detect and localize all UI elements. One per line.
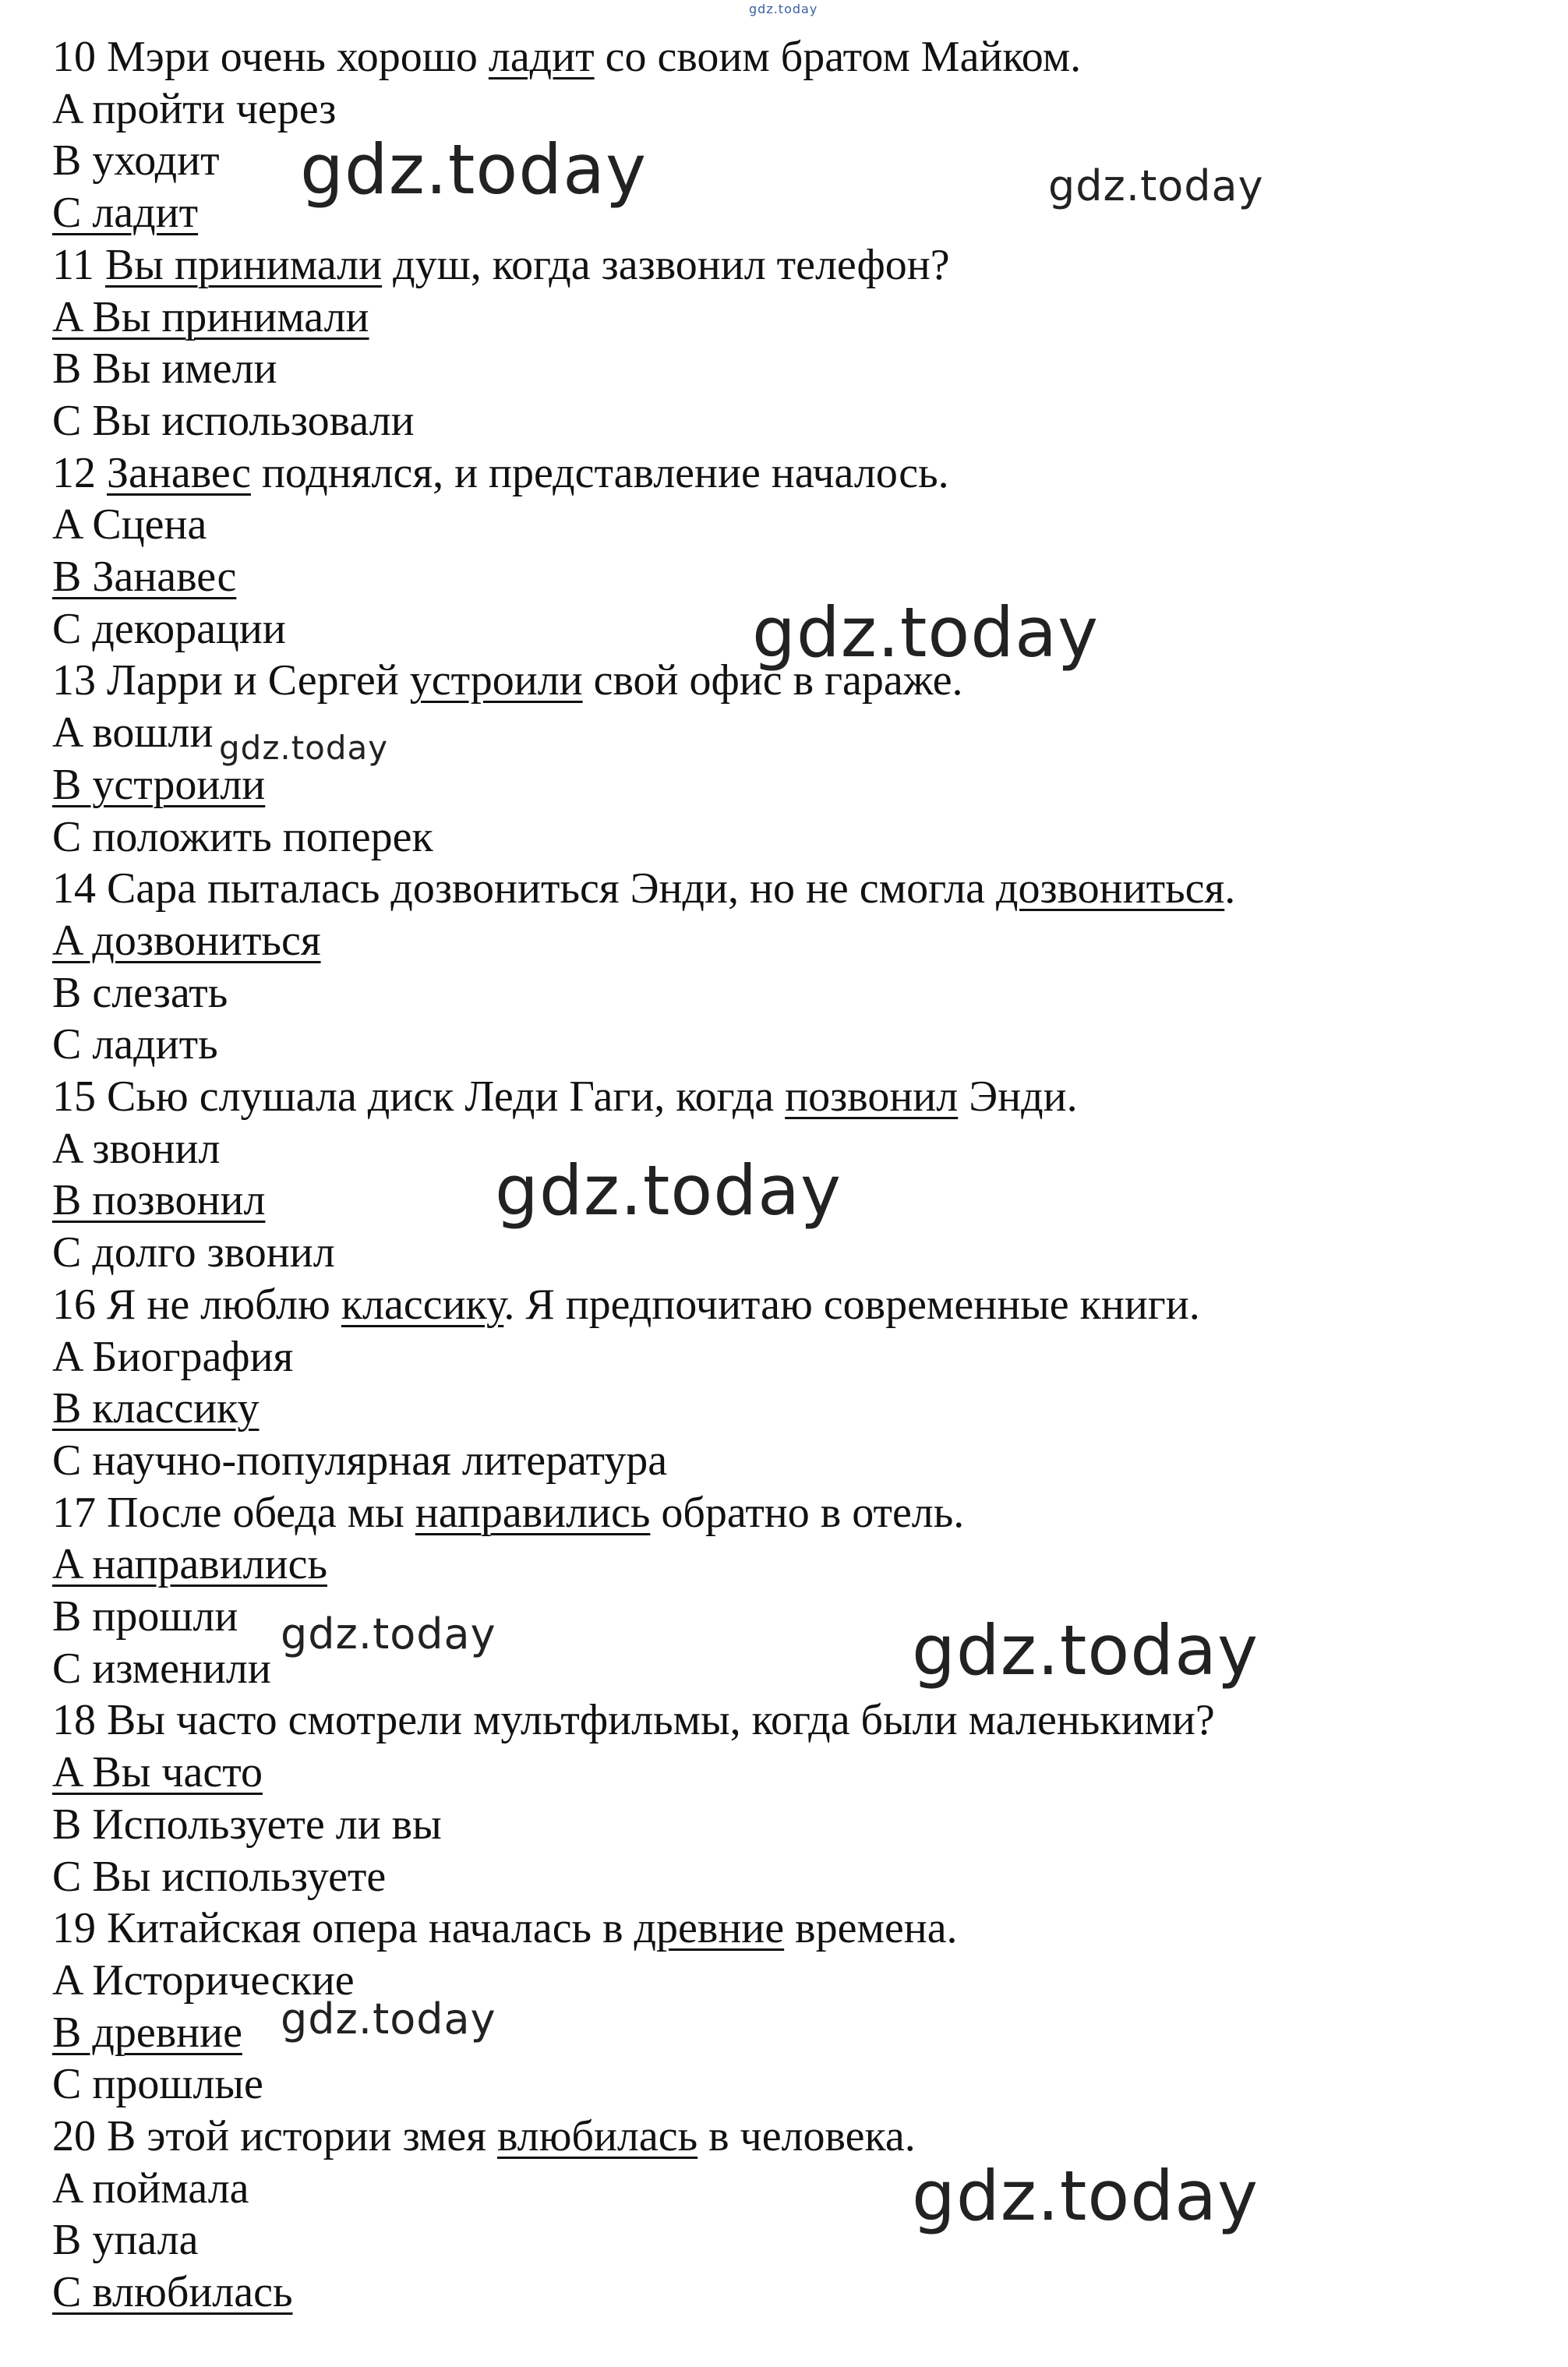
correct-answer-text: B позвонил — [52, 1176, 266, 1225]
answer-option — [52, 1227, 335, 1278]
question-number: 15 — [52, 1072, 96, 1121]
sentence-text: Сара пыталась дозвониться Энди, но не смогла — [107, 864, 996, 913]
correct-answer-text: A Вы часто — [52, 1748, 263, 1797]
question-number: 20 — [52, 2112, 96, 2160]
option-text: C ладить — [52, 1020, 218, 1069]
option-text: C положить поперек — [52, 812, 433, 861]
option-text: C прошлые — [52, 2060, 263, 2109]
answer-option — [52, 2163, 249, 2214]
option-text: B прошли — [52, 1592, 238, 1641]
sentence-text: Сью слушала диск Леди Гаги, когда — [107, 1072, 786, 1121]
correct-answer-text: A Вы принимали — [52, 292, 369, 341]
sentence-text: времена. — [784, 1904, 958, 1953]
answer-option — [52, 395, 415, 447]
answer-option — [52, 551, 236, 602]
question-number: 16 — [52, 1280, 96, 1329]
option-text: C научно-популярная литература — [52, 1436, 668, 1485]
sentence-text: Мэри очень хорошо — [107, 33, 489, 81]
answer-option — [52, 603, 286, 655]
sentence-text: После обеда мы — [107, 1488, 415, 1537]
question-number: 19 — [52, 1904, 96, 1953]
answer-option — [52, 1435, 667, 1486]
answer-option — [52, 2266, 293, 2318]
sentence-text: душ, когда зазвонил телефон? — [382, 240, 950, 289]
question-14 — [52, 863, 1235, 914]
answer-option — [52, 1331, 293, 1383]
answer-option — [52, 1539, 327, 1590]
highlighted-phrase: позвонил — [785, 1072, 959, 1121]
answer-option — [52, 135, 220, 186]
option-text: B Используете ли вы — [52, 1800, 442, 1849]
answer-option — [52, 2214, 198, 2266]
highlighted-phrase: дозвониться — [996, 864, 1225, 913]
watermark: gdz.today — [1048, 161, 1264, 210]
sentence-text: В этой истории змея — [107, 2112, 497, 2160]
sentence-text: свой офис в гараже. — [582, 656, 963, 705]
answer-option — [52, 83, 336, 135]
question-12 — [52, 447, 949, 499]
sentence-text: Энди. — [958, 1072, 1078, 1121]
option-text: A пройти через — [52, 84, 337, 133]
option-text: B упала — [52, 2216, 199, 2265]
question-number: 11 — [52, 240, 94, 289]
option-text: C Вы используете — [52, 1852, 387, 1901]
highlighted-phrase: устроили — [409, 656, 583, 705]
highlighted-phrase: ладит — [488, 33, 595, 81]
answer-option — [52, 707, 213, 758]
answer-option — [52, 915, 321, 966]
answer-option — [52, 291, 369, 343]
correct-answer-text: A дозвониться — [52, 916, 321, 965]
highlighted-phrase: направились — [415, 1488, 651, 1537]
answer-option — [52, 1175, 265, 1226]
option-text: A вошли — [52, 708, 214, 758]
sentence-text: обратно в отель. — [650, 1488, 965, 1537]
correct-answer-text: B классику — [52, 1384, 260, 1433]
correct-answer-text: B древние — [52, 2008, 242, 2057]
highlighted-phrase: влюбилась — [496, 2112, 698, 2160]
question-number: 17 — [52, 1488, 96, 1537]
answer-option — [52, 1643, 271, 1694]
correct-answer-text: A направились — [52, 1540, 327, 1589]
answer-option — [52, 1799, 442, 1850]
question-20 — [52, 2111, 916, 2162]
answer-option — [52, 967, 228, 1019]
sentence-text: Вы часто смотрели мультфильмы, когда были маленькими? — [107, 1696, 1215, 1745]
answer-option — [52, 1019, 218, 1070]
highlighted-phrase: Вы принимали — [104, 240, 383, 289]
answer-option — [52, 343, 277, 394]
sentence-text: поднялся, и представление началось. — [250, 448, 949, 497]
option-text: B слезать — [52, 968, 228, 1017]
question-11 — [52, 239, 950, 291]
watermark: gdz.today — [912, 1610, 1259, 1690]
option-text: C изменили — [52, 1644, 271, 1693]
watermark: gdz.today — [495, 1150, 842, 1231]
answer-option — [52, 1851, 386, 1902]
sentence-text: Китайская опера началась в — [107, 1904, 634, 1953]
sentence-text: в человека. — [697, 2112, 916, 2160]
question-17 — [52, 1487, 964, 1539]
option-text: A звонил — [52, 1124, 221, 1173]
sentence-text: со своим братом Майком. — [594, 33, 1082, 81]
option-text: A Сцена — [52, 500, 207, 549]
watermark: gdz.today — [219, 729, 389, 767]
correct-answer-text: C влюбилась — [52, 2268, 293, 2317]
highlighted-phrase: классику — [341, 1280, 504, 1329]
question-16 — [52, 1279, 1200, 1330]
sentence-text: Ларри и Сергей — [107, 656, 410, 705]
answer-option — [52, 2058, 263, 2110]
question-19 — [52, 1902, 958, 1954]
answer-option — [52, 1383, 259, 1434]
option-text: A поймала — [52, 2164, 249, 2213]
answer-option — [52, 2007, 242, 2058]
highlighted-phrase: древние — [634, 1904, 785, 1953]
answer-option — [52, 1123, 220, 1175]
question-number: 13 — [52, 656, 96, 705]
answer-option — [52, 1747, 263, 1798]
watermark: gdz.today — [281, 1609, 496, 1659]
watermark: gdz.today — [300, 129, 648, 210]
watermark: gdz.today — [752, 592, 1100, 673]
watermark: gdz.today — [912, 2156, 1259, 2236]
sentence-text: Я не люблю — [107, 1280, 341, 1329]
question-number: 14 — [52, 864, 96, 913]
question-number: 12 — [52, 448, 96, 497]
option-text: C долго звонил — [52, 1228, 335, 1277]
watermark-top: gdz.today — [749, 2, 818, 16]
correct-answer-text: C ладит — [52, 189, 199, 238]
option-text: B Вы имели — [52, 344, 277, 394]
answer-option — [52, 187, 198, 238]
option-text: B уходит — [52, 136, 220, 185]
correct-answer-text: B Занавес — [52, 553, 237, 601]
option-text: C Вы использовали — [52, 396, 415, 445]
option-text: A Биография — [52, 1332, 294, 1381]
correct-answer-text: B устроили — [52, 760, 266, 809]
question-number: 10 — [52, 33, 96, 81]
question-15 — [52, 1071, 1078, 1122]
sentence-text: . Я предпочитаю современные книги. — [503, 1280, 1200, 1329]
option-text: C декорации — [52, 604, 286, 653]
question-10 — [52, 31, 1081, 83]
highlighted-phrase: Занавес — [107, 448, 251, 497]
question-18 — [52, 1694, 1215, 1746]
answer-option — [52, 1591, 238, 1642]
answer-option — [52, 499, 207, 550]
option-text: A Исторические — [52, 1955, 355, 2005]
answer-option — [52, 811, 433, 863]
watermark: gdz.today — [281, 1994, 496, 2044]
sentence-text: . — [1224, 864, 1236, 913]
question-number: 18 — [52, 1696, 96, 1745]
